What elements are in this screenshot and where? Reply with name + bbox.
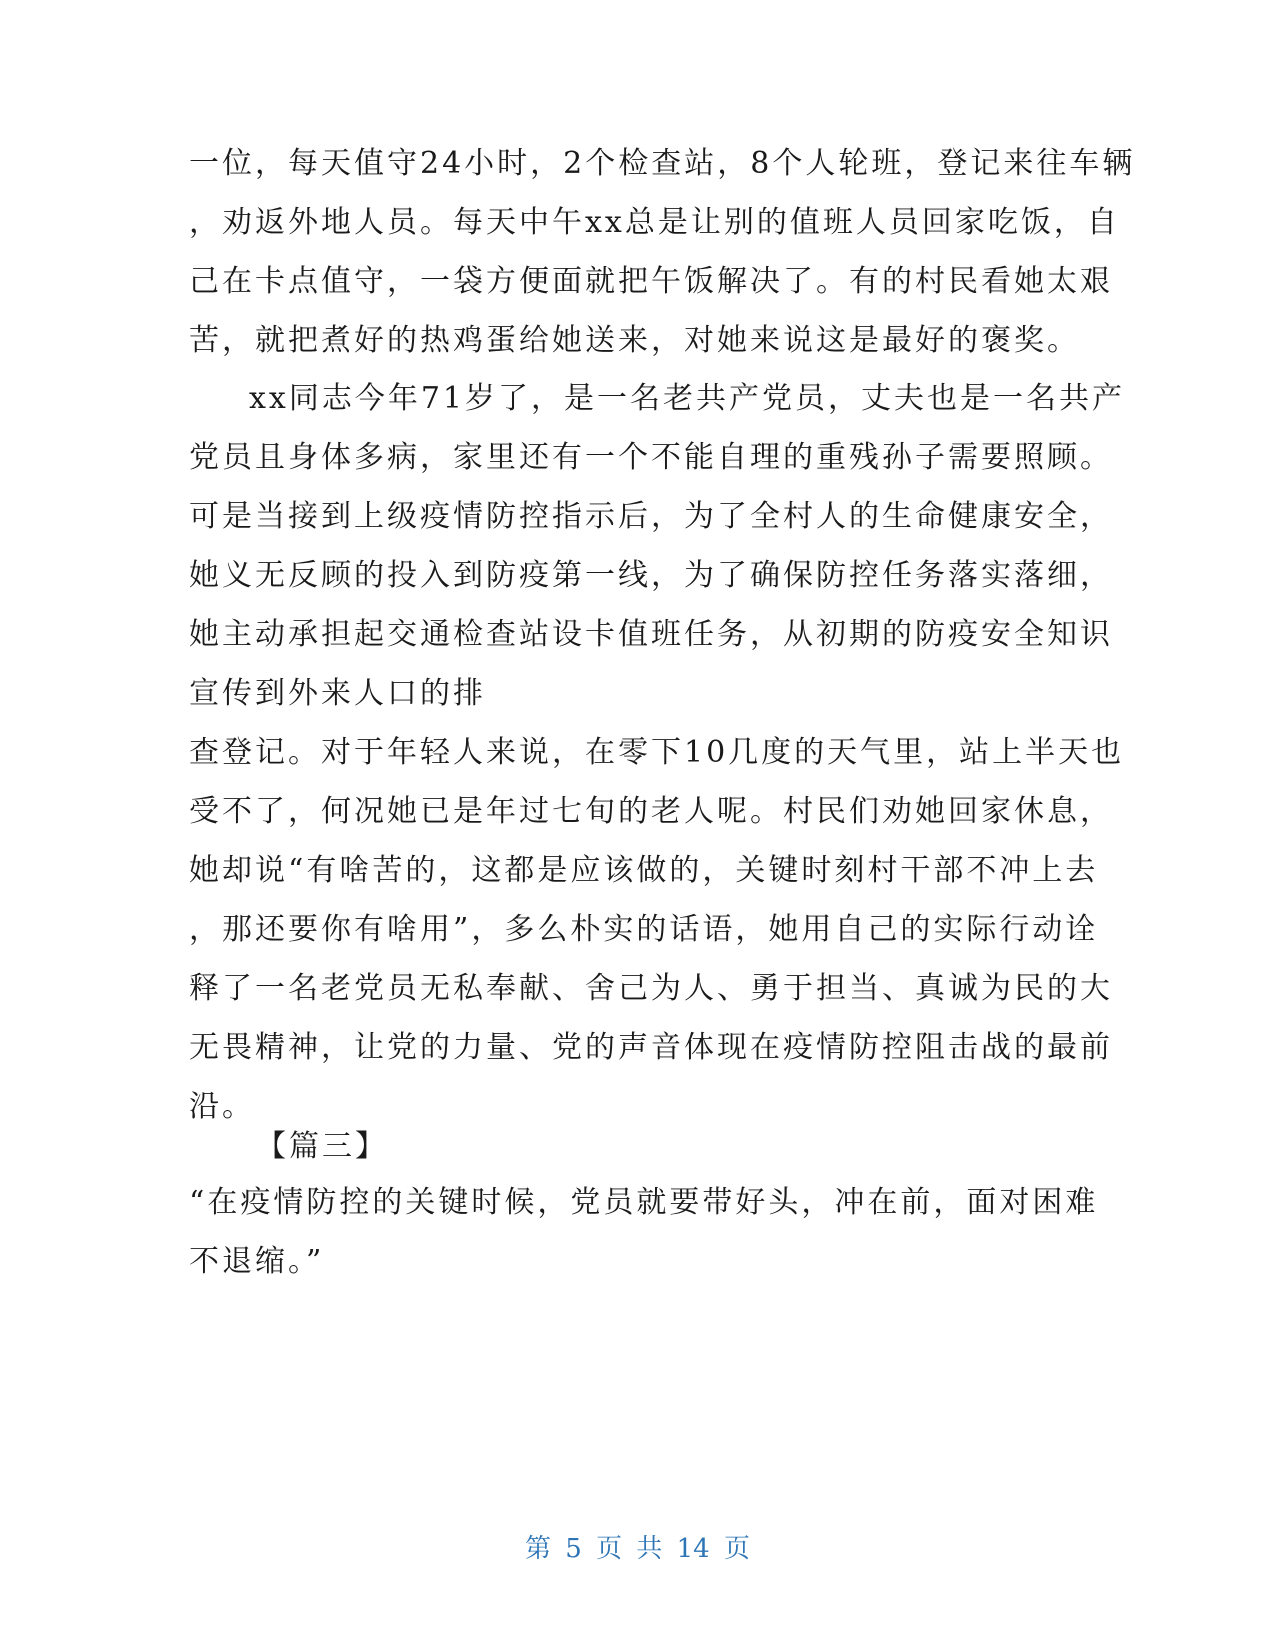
text-line: ，劝返外地人员。每天中午xx总是让别的值班人员回家吃饭，自 [189,205,1120,240]
text-line: 不退缩。” [189,1244,325,1279]
text-line: 她主动承担起交通检查站设卡值班任务，从初期的防疫安全知识 [189,617,1113,652]
text-line: 己在卡点值守，一袋方便面就把午饭解决了。有的村民看她太艰 [189,264,1113,299]
text-line: 党员且身体多病，家里还有一个不能自理的重残孙子需要照顾。 [189,440,1113,475]
text-line: 受不了，何况她已是年过七旬的老人呢。村民们劝她回家休息， [189,794,1113,829]
text-line: “在疫情防控的关键时候，党员就要带好头，冲在前，面对困难 [189,1185,1099,1220]
text-line: 无畏精神，让党的力量、党的声音体现在疫情防控阻击战的最前 [189,1030,1113,1065]
text-line: 她义无反顾的投入到防疫第一线，为了确保防控任务落实落细， [189,558,1113,593]
text-line: 查登记。对于年轻人来说，在零下10几度的天气里，站上半天也 [189,735,1125,770]
text-line: xx同志今年71岁了，是一名老共产党员，丈夫也是一名共产 [249,381,1126,416]
paragraph-1 [189,134,1136,370]
text-line: 苦，就把煮好的热鸡蛋给她送来，对她来说这是最好的褒奖。 [189,323,1080,358]
text-line: 一位，每天值守24小时，2个检查站，8个人轮班，登记来往车辆 [189,146,1136,181]
paragraph-2 [189,369,1126,1136]
text-line: 宣传到外来人口的排 [189,676,486,711]
text-line: 她却说“有啥苦的，这都是应该做的，关键时刻村干部不冲上去 [189,853,1099,888]
text-line: 沿。 [189,1089,255,1124]
paragraph-3 [189,1173,1099,1291]
page-number-footer: 第 5 页 共 14 页 [525,1534,750,1564]
text-line: 释了一名老党员无私奉献、舍己为人、勇于担当、真诚为民的大 [189,971,1113,1006]
text-line: ，那还要你有啥用”，多么朴实的话语，她用自己的实际行动诠 [189,912,1099,947]
section-heading: 【篇三】 [256,1129,388,1164]
text-line: 可是当接到上级疫情防控指示后，为了全村人的生命健康安全， [189,499,1113,534]
